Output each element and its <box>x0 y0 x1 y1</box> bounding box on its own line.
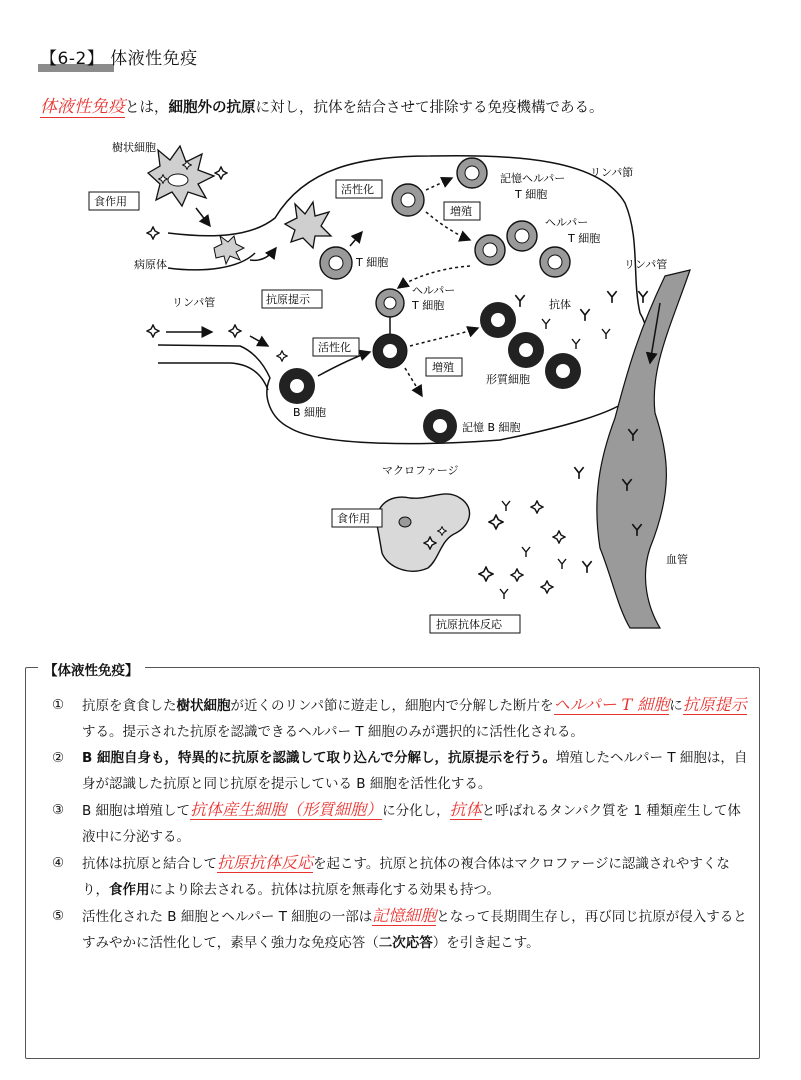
label-phagocytosis-2: 食作用 <box>337 512 370 525</box>
item5-text-2: となって長期間生存し，再び同じ抗原が侵入するとすみやかに活性化して，素早く強力な免疫応答（ <box>82 909 747 951</box>
label-antigen-antibody-reaction: 抗原抗体反応 <box>436 618 502 631</box>
label-activation-2: 活性化 <box>318 341 351 354</box>
label-memory-helper-2: T 細胞 <box>515 188 548 201</box>
label-lymph-node: リンパ節 <box>590 166 634 179</box>
label-helper-t-b-1: ヘルパー <box>412 284 456 297</box>
section-title <box>40 44 198 69</box>
label-antigen-presentation: 抗原提示 <box>266 293 310 306</box>
item4-text-3: により除去される。抗体は抗原を無毒化する効果も持つ。 <box>149 882 500 898</box>
humoral-immunity-diagram <box>0 128 801 648</box>
summary-item-5 <box>52 903 752 956</box>
item1-handwritten-1: ヘルパー T 細胞 <box>553 695 670 714</box>
section-title-text: 体液性免疫 <box>110 49 198 69</box>
summary-item-2 <box>52 745 752 797</box>
item5-text-1: 活性化された B 細胞とヘルパー T 細胞の一部は <box>82 909 373 925</box>
intro-bold-1: 細胞外の抗原 <box>168 100 256 116</box>
item3-text-3: と呼ばれるタンパク質を 1 種類産生して体液中に分泌する。 <box>82 803 741 845</box>
item1-text-4: する。提示された抗原を認識できるヘルパー T 細胞のみが選択的に活性化される。 <box>82 724 584 740</box>
label-memory-helper-1: 記憶ヘルパー <box>500 172 566 185</box>
label-antibody: 抗体 <box>549 298 571 311</box>
label-dendritic-cell: 樹状細胞 <box>112 141 156 154</box>
label-t-cell: T 細胞 <box>356 256 389 269</box>
item2-bold-1: B 細胞自身も，特異的に抗原を認識して取り込んで分解し，抗原提示を行う。 <box>82 750 556 766</box>
item4-handwritten-1: 抗原抗体反応 <box>217 853 314 872</box>
item1-text-2: が近くのリンパ節に遊走し，細胞内で分解した断片を <box>230 698 554 714</box>
label-lymph-vessel-right: リンパ管 <box>624 258 668 271</box>
label-helper-t-1: ヘルパー <box>545 216 589 229</box>
item2-text-1: 増殖したヘルパー T 細胞は，自身が認識した抗原と同じ抗原を提示している B 細胞を活性化する。 <box>82 750 748 792</box>
item5-handwritten-1: 記憶細胞 <box>372 906 437 925</box>
label-plasma-cell: 形質細胞 <box>486 373 530 386</box>
item4-text-1: 抗体は抗原と結合して <box>82 856 217 872</box>
summary-items <box>52 692 752 956</box>
label-helper-t-2: T 細胞 <box>568 232 601 245</box>
item-mark-5: ⑤ <box>52 908 65 924</box>
item-mark-4: ④ <box>52 855 65 871</box>
handwritten-term: 体液性免疫 <box>40 97 125 117</box>
label-lymph-vessel-left: リンパ管 <box>172 296 216 309</box>
item1-text-3: に <box>669 698 683 714</box>
label-activation-1: 活性化 <box>341 183 374 196</box>
t-cell <box>320 247 352 279</box>
label-pathogen: 病原体 <box>134 258 167 271</box>
item3-handwritten-1: 抗体産生細胞（形質細胞） <box>190 800 383 819</box>
label-proliferation-2: 増殖 <box>432 361 454 374</box>
item5-bold-1: 二次応答 <box>378 935 433 951</box>
item1-handwritten-2: 抗原提示 <box>682 695 747 714</box>
blood-vessel <box>597 270 690 628</box>
label-macrophage: マクロファージ <box>382 464 459 477</box>
summary-box-title: 【体液性免疫】 <box>38 659 145 679</box>
label-phagocytosis: 食作用 <box>94 195 127 208</box>
item3-text-1: B 細胞は増殖して <box>82 803 191 819</box>
intro-text-2: に対し，抗体を結合させて排除する免疫機構である。 <box>255 100 604 116</box>
summary-item-1 <box>52 692 752 745</box>
intro-sentence <box>40 92 604 117</box>
item1-text-1: 抗原を貪食した <box>82 698 177 714</box>
section-number: 【6-2】 <box>40 49 105 69</box>
summary-item-4 <box>52 850 752 903</box>
item3-handwritten-2: 抗体 <box>449 800 482 819</box>
b-cell <box>279 368 315 404</box>
item-mark-2: ② <box>52 750 65 766</box>
item3-text-2: に分化し， <box>382 803 450 819</box>
label-memory-b-cell: 記憶 B 細胞 <box>462 421 521 434</box>
macrophage <box>377 494 470 571</box>
item4-text-2: を起こす。抗原と抗体の複合体はマクロファージに認識されやすくなり， <box>82 856 730 898</box>
item-mark-3: ③ <box>52 802 65 818</box>
summary-item-3 <box>52 797 752 850</box>
label-b-cell: B 細胞 <box>293 406 327 419</box>
item-mark-1: ① <box>52 697 65 713</box>
item1-bold-1: 樹状細胞 <box>176 698 231 714</box>
dendritic-cell <box>148 146 214 206</box>
label-helper-t-b-2: T 細胞 <box>412 299 445 312</box>
item5-text-3: ）を引き起こす。 <box>432 935 540 951</box>
label-proliferation-1: 増殖 <box>450 205 472 218</box>
intro-text-1: とは， <box>125 100 169 116</box>
label-blood-vessel: 血管 <box>666 553 688 566</box>
item4-bold-1: 食作用 <box>109 882 150 898</box>
